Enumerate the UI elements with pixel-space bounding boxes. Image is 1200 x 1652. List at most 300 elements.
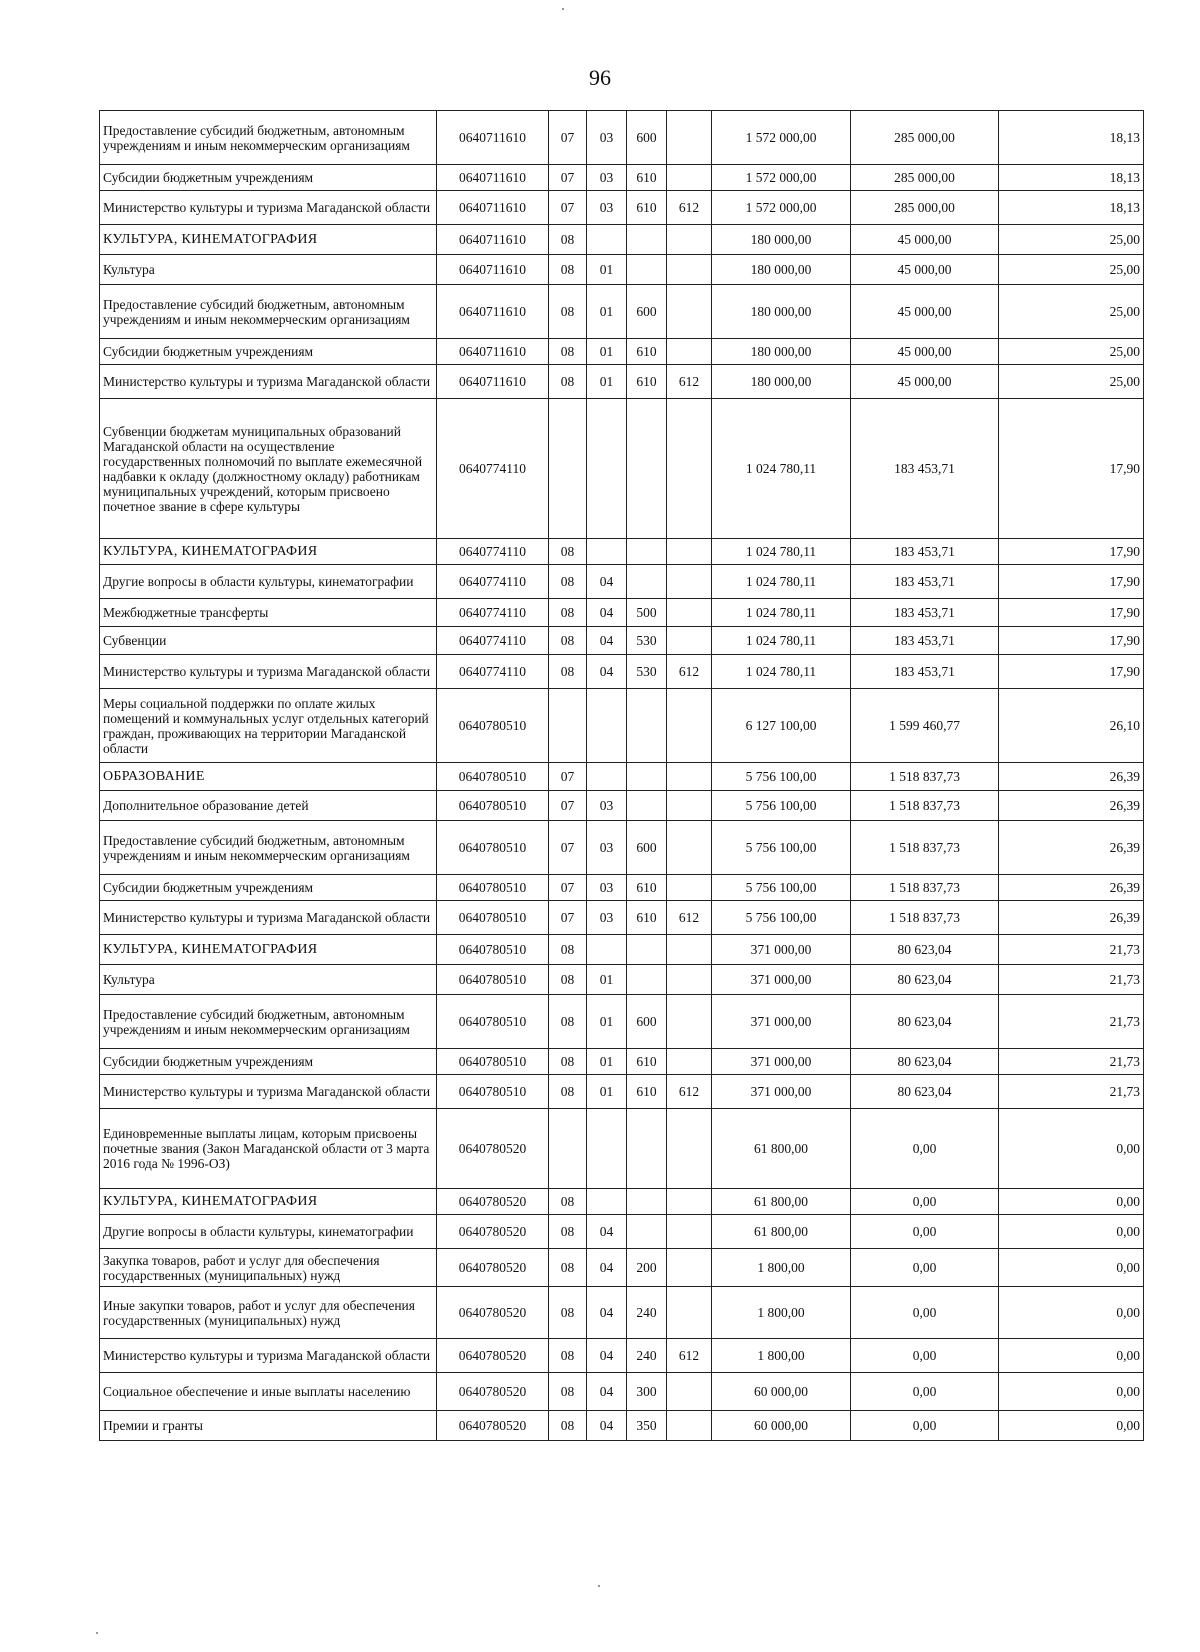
section-code: 08 [549,225,587,255]
executed-amount: 80 623,04 [851,965,999,995]
subsection-code [587,1189,627,1215]
row-name: Культура [100,255,437,285]
executed-amount: 80 623,04 [851,1075,999,1109]
administrator-code [667,763,712,791]
subsection-code: 03 [587,821,627,875]
table-row [100,565,1144,599]
execution-percent: 0,00 [999,1249,1144,1287]
row-name: КУЛЬТУРА, КИНЕМАТОГРАФИЯ [100,1189,437,1215]
section-code: 07 [549,191,587,225]
execution-percent: 21,73 [999,1049,1144,1075]
planned-amount: 371 000,00 [712,1049,851,1075]
expense-type-code [627,1109,667,1189]
subsection-code: 01 [587,965,627,995]
section-code: 08 [549,1287,587,1339]
expense-type-code: 610 [627,1075,667,1109]
subsection-code: 03 [587,165,627,191]
planned-amount: 371 000,00 [712,965,851,995]
row-name: КУЛЬТУРА, КИНЕМАТОГРАФИЯ [100,935,437,965]
row-name: ОБРАЗОВАНИЕ [100,763,437,791]
planned-amount: 1 572 000,00 [712,191,851,225]
table-row [100,539,1144,565]
subsection-code: 03 [587,791,627,821]
expense-type-code [627,763,667,791]
planned-amount: 1 024 780,11 [712,599,851,627]
target-article-code: 0640780510 [437,763,549,791]
table-row [100,1287,1144,1339]
expense-type-code [627,255,667,285]
row-name: Субсидии бюджетным учреждениям [100,339,437,365]
executed-amount: 0,00 [851,1339,999,1373]
target-article-code: 0640774110 [437,539,549,565]
target-article-code: 0640774110 [437,399,549,539]
target-article-code: 0640780520 [437,1215,549,1249]
table-row [100,655,1144,689]
administrator-code [667,399,712,539]
table-row [100,935,1144,965]
table-row [100,875,1144,901]
subsection-code: 04 [587,1411,627,1441]
row-name: Министерство культуры и туризма Магаданской области [100,1075,437,1109]
row-name: Субсидии бюджетным учреждениям [100,165,437,191]
executed-amount: 285 000,00 [851,111,999,165]
row-name: Субвенции [100,627,437,655]
row-name: Социальное обеспечение и иные выплаты населению [100,1373,437,1411]
planned-amount: 1 024 780,11 [712,627,851,655]
row-name: Иные закупки товаров, работ и услуг для обеспечения государственных (муниципальных) нужд [100,1287,437,1339]
target-article-code: 0640780510 [437,901,549,935]
expense-type-code [627,965,667,995]
table-row [100,995,1144,1049]
executed-amount: 285 000,00 [851,191,999,225]
row-name: Субсидии бюджетным учреждениям [100,1049,437,1075]
execution-percent: 26,39 [999,763,1144,791]
expense-type-code: 610 [627,339,667,365]
planned-amount: 371 000,00 [712,995,851,1049]
section-code: 08 [549,627,587,655]
section-code: 08 [549,285,587,339]
administrator-code [667,1109,712,1189]
administrator-code [667,1411,712,1441]
subsection-code: 01 [587,365,627,399]
subsection-code: 04 [587,1339,627,1373]
subsection-code [587,689,627,763]
executed-amount: 0,00 [851,1215,999,1249]
planned-amount: 5 756 100,00 [712,901,851,935]
target-article-code: 0640780520 [437,1109,549,1189]
row-name: Предоставление субсидий бюджетным, автономным учреждениям и иным некоммерческим организациям [100,111,437,165]
administrator-code [667,539,712,565]
expense-type-code [627,399,667,539]
subsection-code: 01 [587,995,627,1049]
expense-type-code: 610 [627,165,667,191]
administrator-code [667,339,712,365]
section-code: 08 [549,565,587,599]
section-code: 07 [549,165,587,191]
subsection-code: 04 [587,599,627,627]
planned-amount: 1 024 780,11 [712,655,851,689]
expense-type-code: 600 [627,285,667,339]
section-code: 08 [549,965,587,995]
section-code: 08 [549,365,587,399]
table-row [100,1049,1144,1075]
execution-percent: 18,13 [999,191,1144,225]
administrator-code [667,111,712,165]
section-code: 08 [549,1249,587,1287]
planned-amount: 6 127 100,00 [712,689,851,763]
table-row [100,191,1144,225]
execution-percent: 0,00 [999,1189,1144,1215]
administrator-code: 612 [667,901,712,935]
execution-percent: 17,90 [999,655,1144,689]
table-row [100,225,1144,255]
expense-type-code [627,539,667,565]
row-name: Премии и гранты [100,1411,437,1441]
table-row [100,821,1144,875]
table-row [100,1109,1144,1189]
executed-amount: 183 453,71 [851,565,999,599]
target-article-code: 0640774110 [437,565,549,599]
row-name: Другие вопросы в области культуры, кинематографии [100,565,437,599]
expense-type-code: 530 [627,655,667,689]
row-name: Субсидии бюджетным учреждениям [100,875,437,901]
section-code: 08 [549,1411,587,1441]
section-code: 08 [549,539,587,565]
executed-amount: 80 623,04 [851,995,999,1049]
row-name: Межбюджетные трансферты [100,599,437,627]
table-row [100,165,1144,191]
target-article-code: 0640711610 [437,255,549,285]
table-body [100,111,1144,1441]
expense-type-code: 300 [627,1373,667,1411]
scan-speck [96,1632,98,1634]
expense-type-code: 610 [627,1049,667,1075]
administrator-code [667,1215,712,1249]
planned-amount: 1 800,00 [712,1287,851,1339]
planned-amount: 1 024 780,11 [712,539,851,565]
expense-type-code: 600 [627,111,667,165]
subsection-code: 04 [587,1215,627,1249]
section-code: 08 [549,255,587,285]
expense-type-code [627,791,667,821]
executed-amount: 1 518 837,73 [851,821,999,875]
executed-amount: 0,00 [851,1249,999,1287]
planned-amount: 1 800,00 [712,1249,851,1287]
table-row [100,285,1144,339]
target-article-code: 0640780510 [437,821,549,875]
expense-type-code [627,689,667,763]
subsection-code [587,399,627,539]
administrator-code [667,285,712,339]
executed-amount: 1 518 837,73 [851,875,999,901]
execution-percent: 21,73 [999,965,1144,995]
executed-amount: 0,00 [851,1287,999,1339]
execution-percent: 25,00 [999,365,1144,399]
administrator-code [667,1249,712,1287]
expense-type-code: 350 [627,1411,667,1441]
subsection-code: 03 [587,875,627,901]
executed-amount: 183 453,71 [851,599,999,627]
section-code: 07 [549,111,587,165]
executed-amount: 0,00 [851,1109,999,1189]
execution-percent: 17,90 [999,565,1144,599]
expense-type-code: 610 [627,365,667,399]
row-name: Предоставление субсидий бюджетным, автономным учреждениям и иным некоммерческим организациям [100,821,437,875]
administrator-code [667,1287,712,1339]
table-row [100,255,1144,285]
execution-percent: 25,00 [999,285,1144,339]
planned-amount: 180 000,00 [712,365,851,399]
execution-percent: 0,00 [999,1373,1144,1411]
row-name: Министерство культуры и туризма Магаданской области [100,901,437,935]
execution-percent: 21,73 [999,1075,1144,1109]
planned-amount: 1 024 780,11 [712,565,851,599]
subsection-code: 04 [587,1373,627,1411]
target-article-code: 0640711610 [437,365,549,399]
administrator-code [667,935,712,965]
target-article-code: 0640774110 [437,655,549,689]
executed-amount: 45 000,00 [851,225,999,255]
table-row [100,599,1144,627]
expense-type-code: 610 [627,901,667,935]
planned-amount: 5 756 100,00 [712,763,851,791]
expense-type-code: 600 [627,821,667,875]
subsection-code [587,1109,627,1189]
subsection-code: 04 [587,1287,627,1339]
section-code: 07 [549,875,587,901]
table-row [100,1373,1144,1411]
section-code: 08 [549,599,587,627]
expense-type-code [627,935,667,965]
table-row [100,1411,1144,1441]
target-article-code: 0640780510 [437,1049,549,1075]
execution-percent: 21,73 [999,935,1144,965]
expense-type-code: 200 [627,1249,667,1287]
section-code: 08 [549,995,587,1049]
subsection-code: 04 [587,1249,627,1287]
subsection-code: 04 [587,565,627,599]
planned-amount: 61 800,00 [712,1189,851,1215]
administrator-code: 612 [667,1339,712,1373]
row-name: Министерство культуры и туризма Магаданской области [100,655,437,689]
planned-amount: 1 572 000,00 [712,165,851,191]
execution-percent: 26,39 [999,901,1144,935]
row-name: Министерство культуры и туризма Магаданской области [100,191,437,225]
budget-execution-table [99,110,1144,1441]
planned-amount: 5 756 100,00 [712,875,851,901]
table-row [100,1075,1144,1109]
target-article-code: 0640780510 [437,791,549,821]
execution-percent: 0,00 [999,1109,1144,1189]
expense-type-code: 500 [627,599,667,627]
execution-percent: 0,00 [999,1287,1144,1339]
table-row [100,1339,1144,1373]
target-article-code: 0640780520 [437,1339,549,1373]
planned-amount: 5 756 100,00 [712,791,851,821]
executed-amount: 183 453,71 [851,627,999,655]
expense-type-code: 610 [627,875,667,901]
target-article-code: 0640774110 [437,599,549,627]
executed-amount: 1 599 460,77 [851,689,999,763]
section-code: 07 [549,763,587,791]
target-article-code: 0640780520 [437,1189,549,1215]
execution-percent: 0,00 [999,1215,1144,1249]
section-code: 08 [549,339,587,365]
section-code: 08 [549,1189,587,1215]
scan-speck [598,1585,600,1587]
administrator-code [667,689,712,763]
row-name: Другие вопросы в области культуры, кинематографии [100,1215,437,1249]
executed-amount: 80 623,04 [851,1049,999,1075]
executed-amount: 45 000,00 [851,365,999,399]
administrator-code [667,255,712,285]
planned-amount: 371 000,00 [712,1075,851,1109]
table-row [100,689,1144,763]
execution-percent: 21,73 [999,995,1144,1049]
execution-percent: 17,90 [999,627,1144,655]
section-code [549,689,587,763]
expense-type-code: 600 [627,995,667,1049]
target-article-code: 0640780510 [437,935,549,965]
planned-amount: 180 000,00 [712,225,851,255]
row-name: Предоставление субсидий бюджетным, автономным учреждениям и иным некоммерческим организациям [100,995,437,1049]
administrator-code [667,565,712,599]
executed-amount: 1 518 837,73 [851,791,999,821]
row-name: Дополнительное образование детей [100,791,437,821]
executed-amount: 1 518 837,73 [851,763,999,791]
execution-percent: 25,00 [999,339,1144,365]
section-code: 08 [549,1373,587,1411]
target-article-code: 0640780520 [437,1287,549,1339]
target-article-code: 0640780510 [437,995,549,1049]
subsection-code: 03 [587,191,627,225]
subsection-code: 01 [587,339,627,365]
table-row [100,763,1144,791]
executed-amount: 0,00 [851,1189,999,1215]
section-code: 08 [549,1339,587,1373]
execution-percent: 0,00 [999,1339,1144,1373]
expense-type-code: 240 [627,1287,667,1339]
page-number: 96 [589,65,611,90]
table-row [100,365,1144,399]
target-article-code: 0640711610 [437,191,549,225]
executed-amount: 0,00 [851,1411,999,1441]
subsection-code: 03 [587,901,627,935]
executed-amount: 183 453,71 [851,655,999,689]
planned-amount: 371 000,00 [712,935,851,965]
expense-type-code [627,565,667,599]
section-code: 08 [549,1049,587,1075]
executed-amount: 45 000,00 [851,255,999,285]
executed-amount: 0,00 [851,1373,999,1411]
subsection-code [587,935,627,965]
execution-percent: 18,13 [999,111,1144,165]
administrator-code [667,995,712,1049]
administrator-code: 612 [667,1075,712,1109]
table-row [100,339,1144,365]
table-row [100,901,1144,935]
subsection-code [587,763,627,791]
planned-amount: 5 756 100,00 [712,821,851,875]
expense-type-code [627,1189,667,1215]
administrator-code [667,1189,712,1215]
row-name: КУЛЬТУРА, КИНЕМАТОГРАФИЯ [100,225,437,255]
expense-type-code: 610 [627,191,667,225]
target-article-code: 0640711610 [437,111,549,165]
planned-amount: 180 000,00 [712,285,851,339]
table-row [100,627,1144,655]
execution-percent: 26,10 [999,689,1144,763]
administrator-code: 612 [667,365,712,399]
table-row [100,111,1144,165]
section-code [549,399,587,539]
section-code: 08 [549,1075,587,1109]
target-article-code: 0640780520 [437,1411,549,1441]
executed-amount: 183 453,71 [851,539,999,565]
execution-percent: 17,90 [999,399,1144,539]
execution-percent: 18,13 [999,165,1144,191]
row-name: Единовременные выплаты лицам, которым присвоены почетные звания (Закон Магаданской области от 3 марта 2016 года № 1996-ОЗ) [100,1109,437,1189]
table-row [100,791,1144,821]
administrator-code [667,599,712,627]
subsection-code: 01 [587,1075,627,1109]
target-article-code: 0640780520 [437,1249,549,1287]
executed-amount: 183 453,71 [851,399,999,539]
target-article-code: 0640711610 [437,225,549,255]
execution-percent: 26,39 [999,791,1144,821]
administrator-code [667,627,712,655]
executed-amount: 45 000,00 [851,339,999,365]
subsection-code: 01 [587,255,627,285]
subsection-code [587,539,627,565]
administrator-code [667,821,712,875]
row-name: Субвенции бюджетам муниципальных образований Магаданской области на осуществление государственных полномочий по выплате ежемесячной надбавки к окладу (должностному окладу) работникам муниципальных учреждений, которым присвоено почетное звание в сфере культуры [100,399,437,539]
executed-amount: 1 518 837,73 [851,901,999,935]
administrator-code [667,225,712,255]
expense-type-code: 530 [627,627,667,655]
planned-amount: 180 000,00 [712,255,851,285]
expense-type-code [627,1215,667,1249]
subsection-code: 01 [587,285,627,339]
section-code: 08 [549,655,587,689]
section-code: 07 [549,821,587,875]
scan-speck [562,8,564,10]
execution-percent: 26,39 [999,821,1144,875]
executed-amount: 285 000,00 [851,165,999,191]
expense-type-code: 240 [627,1339,667,1373]
target-article-code: 0640780510 [437,965,549,995]
row-name: Министерство культуры и туризма Магаданской области [100,365,437,399]
row-name: Меры социальной поддержки по оплате жилых помещений и коммунальных услуг отдельных категорий граждан, проживающих на территории Магаданской области [100,689,437,763]
table-row [100,1189,1144,1215]
row-name: Закупка товаров, работ и услуг для обеспечения государственных (муниципальных) нужд [100,1249,437,1287]
target-article-code: 0640780510 [437,1075,549,1109]
planned-amount: 1 572 000,00 [712,111,851,165]
target-article-code: 0640711610 [437,339,549,365]
planned-amount: 60 000,00 [712,1411,851,1441]
administrator-code [667,1373,712,1411]
subsection-code: 03 [587,111,627,165]
row-name: КУЛЬТУРА, КИНЕМАТОГРАФИЯ [100,539,437,565]
planned-amount: 61 800,00 [712,1109,851,1189]
section-code: 08 [549,1215,587,1249]
section-code: 07 [549,901,587,935]
row-name: Министерство культуры и туризма Магаданской области [100,1339,437,1373]
subsection-code: 01 [587,1049,627,1075]
execution-percent: 17,90 [999,599,1144,627]
section-code: 07 [549,791,587,821]
row-name: Предоставление субсидий бюджетным, автономным учреждениям и иным некоммерческим организациям [100,285,437,339]
